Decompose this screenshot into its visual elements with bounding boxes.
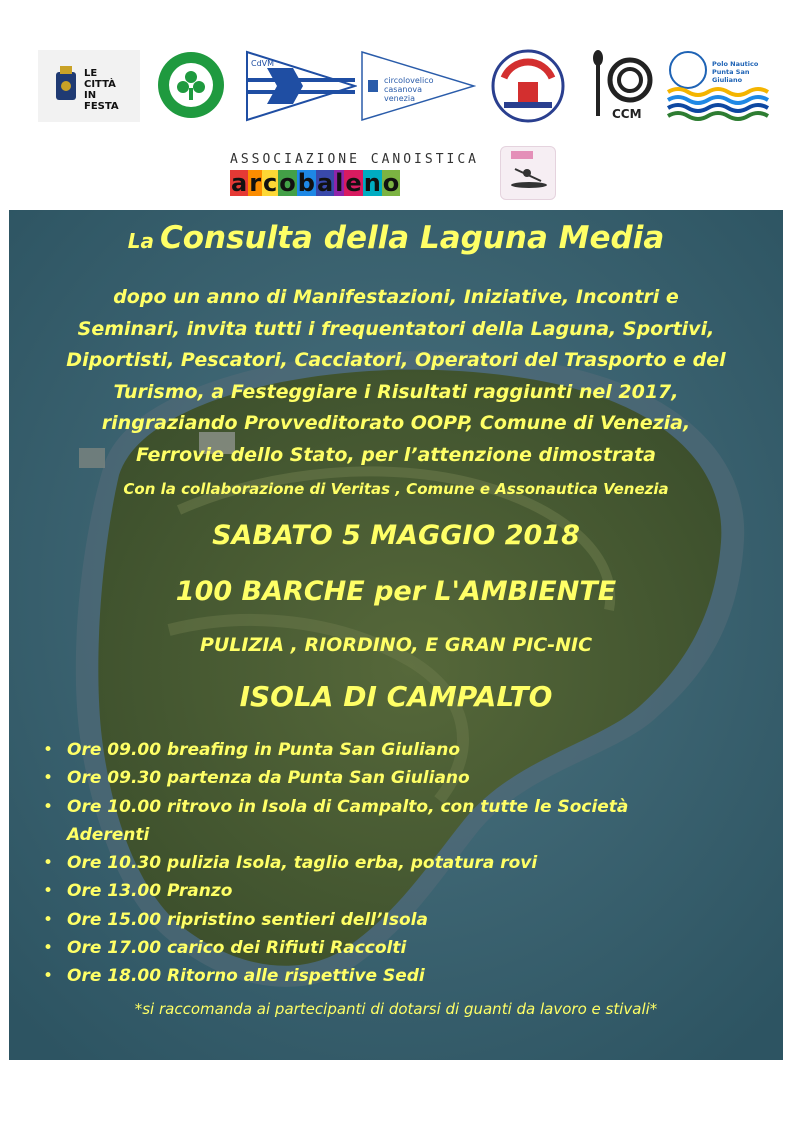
- arcobaleno-letter: l: [335, 169, 344, 197]
- kayak-paddler-icon: [501, 147, 555, 199]
- voga-veneta-badge-icon: [490, 48, 566, 124]
- schedule-item: [39, 793, 759, 821]
- bullet-icon: •: [43, 853, 54, 874]
- arcobaleno-letter: c: [263, 169, 278, 197]
- schedule-item-text: Ore 13.00 Pranzo: [67, 881, 233, 902]
- schedule-item: [39, 736, 759, 764]
- bullet-icon: •: [43, 881, 54, 902]
- participants-note: *si raccomanda ai partecipanti di dotarsi di guanti da lavoro e stivali*: [134, 1000, 658, 1018]
- le-citta-in-festa-logo: [38, 50, 140, 122]
- polo-nautico-text: Polo Nautico Punta San Giuliano: [712, 60, 759, 84]
- canoa-club-mestre-logo: [590, 48, 662, 124]
- arcobaleno-paddler-image: [500, 146, 556, 200]
- event-subtitle: PULIZIA , RIORDINO, E GRAN PIC-NIC: [199, 634, 593, 656]
- gs-voga-veneta-logo: [490, 48, 566, 124]
- circolo-velico-casanova-logo: [360, 50, 476, 122]
- collaboration-text: Con la collaborazione di Veritas , Comune e Assonautica Venezia: [123, 480, 669, 498]
- canottieri-circle-icon: [156, 46, 226, 124]
- event-poster: [9, 210, 783, 1060]
- arcobaleno-letter: e: [345, 169, 362, 197]
- bullet-icon: •: [43, 966, 54, 987]
- event-location: ISOLA DI CAMPALTO: [239, 680, 553, 713]
- schedule-item-text: Ore 09.00 breafing in Punta San Giuliano: [67, 740, 461, 760]
- poster-content: [9, 210, 783, 1060]
- poster-title-main: Consulta della Laguna Media: [159, 220, 665, 256]
- poster-intro: [9, 282, 783, 471]
- schedule-item-text: Ore 15.00 ripristino sentieri dell’Isola: [67, 909, 428, 930]
- casanova-text: circolovelico casanova venezia: [384, 76, 434, 103]
- schedule-item-text: Ore 10.00 ritrovo in Isola di Campalto, con tutte le Società: [67, 796, 629, 817]
- schedule-item: [39, 849, 759, 877]
- schedule-item-continuation: [39, 821, 759, 849]
- arcobaleno-letter: n: [363, 169, 381, 197]
- intro-line: dopo un anno di Manifestazioni, Iniziative, Incontri e: [113, 286, 679, 308]
- arcobaleno-letter: r: [249, 169, 262, 197]
- schedule-item-text: Ore 17.00 carico dei Rifiuti Raccolti: [67, 938, 407, 959]
- schedule-item: [39, 962, 759, 990]
- schedule-item-text: Ore 18.00 Ritorno alle rispettive Sedi: [67, 966, 425, 987]
- schedule-item-text: Ore 09.30 partenza da Punta San Giuliano: [67, 768, 470, 789]
- schedule-item-text: Ore 10.30 pulizia Isola, taglio erba, potatura rovi: [67, 853, 538, 874]
- schedule-item-text: Aderenti: [67, 824, 150, 845]
- association-top-text: ASSOCIAZIONE CANOISTICA: [230, 152, 480, 167]
- arcobaleno-word: [230, 170, 400, 196]
- intro-line: Diportisti, Pescatori, Cacciatori, Operatori del Trasporto e del: [66, 349, 726, 371]
- ccm-paddle-icon: [590, 48, 662, 124]
- schedule-item: [39, 906, 759, 934]
- cdvm-flag-logo: [245, 50, 357, 122]
- svg-text:CCM: CCM: [612, 107, 642, 121]
- intro-line: Seminari, invita tutti i frequentatori della Laguna, Sportivi,: [77, 317, 715, 340]
- schedule-item: [39, 764, 759, 792]
- poster-title: [9, 220, 783, 256]
- bullet-icon: •: [43, 768, 54, 789]
- sponsor-logos-row: [0, 44, 794, 134]
- arcobaleno-association-logo: [230, 150, 485, 200]
- poster-title-prefix: La: [127, 229, 154, 253]
- event-date: SABATO 5 MAGGIO 2018: [212, 520, 580, 551]
- bullet-icon: •: [43, 938, 54, 959]
- intro-line: Ferrovie dello Stato, per l’attenzione dimostrata: [135, 443, 657, 466]
- svg-text:CdVM: CdVM: [251, 59, 275, 68]
- schedule-list: [39, 736, 759, 991]
- intro-line: Turismo, a Festeggiare i Risultati raggiunti nel 2017,: [113, 380, 679, 403]
- arcobaleno-letter: a: [231, 169, 248, 197]
- bullet-icon: •: [43, 909, 54, 930]
- polo-nautico-punta-san-giuliano-logo: [666, 48, 770, 126]
- arcobaleno-letter: a: [316, 169, 334, 197]
- arcobaleno-letter: o: [382, 169, 400, 197]
- arcobaleno-letter: b: [297, 169, 315, 197]
- schedule-item: [39, 877, 759, 905]
- le-citta-in-festa-text: LE CITTÀ IN FESTA: [84, 68, 119, 112]
- pennant-flag-icon: [245, 50, 357, 122]
- bullet-icon: •: [43, 796, 54, 817]
- arcobaleno-letter: o: [279, 169, 296, 197]
- schedule-item: [39, 934, 759, 962]
- event-name: 100 BARCHE per L'AMBIENTE: [175, 576, 617, 607]
- canottieri-mestre-logo: [156, 46, 226, 124]
- intro-line: ringraziando Provveditorato OOPP, Comune di Venezia,: [101, 412, 691, 434]
- bullet-icon: •: [43, 740, 54, 760]
